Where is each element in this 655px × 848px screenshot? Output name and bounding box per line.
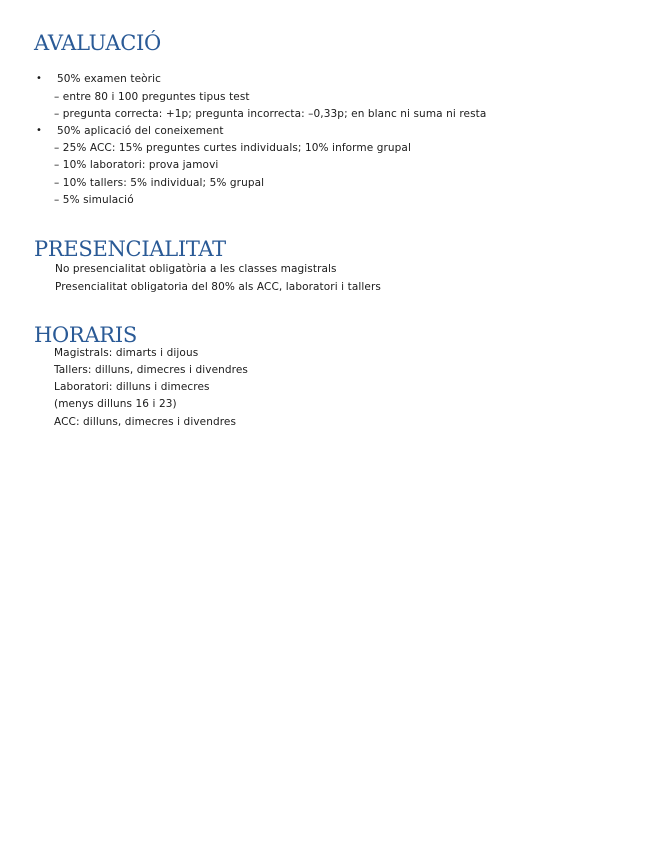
item-laboratori: – 10% laboratori: prova jamovi xyxy=(54,159,219,171)
item-acc-horari: ACC: dilluns, dimecres i divendres xyxy=(54,416,237,428)
heading-presencialitat: PRESENCIALITAT xyxy=(34,237,226,261)
item-laboratori-horari: Laboratori: dilluns i dimecres xyxy=(54,381,210,393)
item-acc: – 25% ACC: 15% preguntes curtes individuals; 10% informe grupal xyxy=(54,142,411,154)
item-magistrals: Magistrals: dimarts i dijous xyxy=(54,347,199,359)
bullet-icon: • xyxy=(36,125,42,136)
item-presencialitat-80: Presencialitat obligatoria del 80% als ACC, laboratori i tallers xyxy=(55,281,381,293)
item-preguntes-test: – entre 80 i 100 preguntes tipus test xyxy=(54,91,250,103)
item-tallers: – 10% tallers: 5% individual; 5% grupal xyxy=(54,177,265,189)
heading-avaluacio: AVALUACIÓ xyxy=(34,31,161,55)
item-simulacio: – 5% simulació xyxy=(54,194,134,206)
item-no-presencialitat: No presencialitat obligatòria a les classes magistrals xyxy=(55,263,337,275)
heading-horaris: HORARIS xyxy=(34,323,137,347)
item-puntuacio: – pregunta correcta: +1p; pregunta incorrecta: –0,33p; en blanc ni suma ni resta xyxy=(54,108,487,120)
item-aplicacio-coneixement: 50% aplicació del coneixement xyxy=(57,125,224,137)
bullet-icon: • xyxy=(36,73,42,84)
item-tallers-horari: Tallers: dilluns, dimecres i divendres xyxy=(54,364,248,376)
item-examen-teoric: 50% examen teòric xyxy=(57,73,161,85)
item-excepcio-dilluns: (menys dilluns 16 i 23) xyxy=(54,398,177,410)
